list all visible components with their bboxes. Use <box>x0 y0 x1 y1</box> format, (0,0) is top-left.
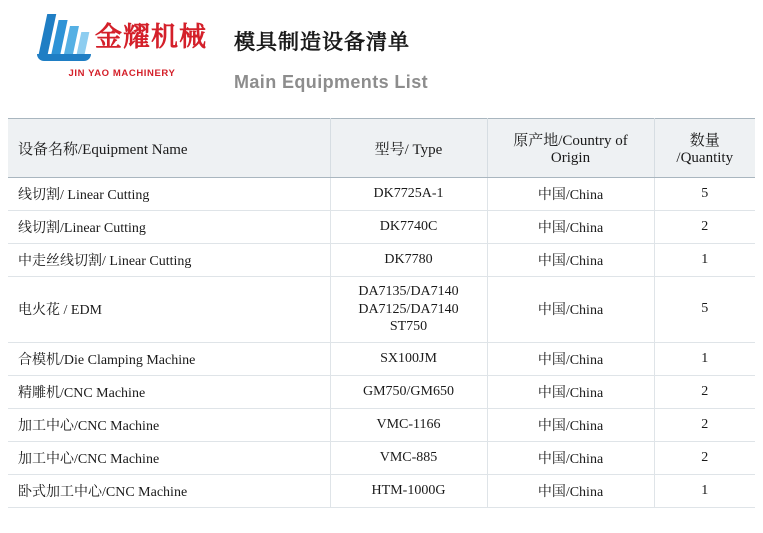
cell-type <box>330 375 487 408</box>
cell-quantity: 2 <box>654 211 755 244</box>
table-row <box>8 244 755 277</box>
type-line: DA7125/DA7140 <box>358 301 459 317</box>
sailboat-icon <box>37 12 91 62</box>
cell-quantity: 2 <box>654 408 755 441</box>
cell-type <box>330 408 487 441</box>
cell-origin: 中国/China <box>487 211 654 244</box>
page-title-english: Main Equipments List <box>234 72 429 92</box>
column-header-type: 型号/ Type <box>330 119 487 178</box>
type-line: VMC-1166 <box>376 416 441 432</box>
cell-type <box>330 178 487 211</box>
cell-origin: 中国/China <box>487 441 654 474</box>
cell-equipment-name: 线切割/Linear Cutting <box>8 211 330 244</box>
table-header-row <box>8 119 755 178</box>
company-logo <box>0 12 230 79</box>
cell-type <box>330 277 487 343</box>
cell-quantity: 1 <box>654 244 755 277</box>
cell-origin: 中国/China <box>487 375 654 408</box>
cell-type <box>330 342 487 375</box>
type-line: SX100JM <box>380 350 437 366</box>
column-header-origin: 原产地/Country of Origin <box>487 119 654 178</box>
cell-quantity: 5 <box>654 178 755 211</box>
type-line: HTM-1000G <box>371 482 446 498</box>
cell-origin: 中国/China <box>487 474 654 507</box>
cell-equipment-name: 电火花 / EDM <box>8 277 330 343</box>
table-row <box>8 408 755 441</box>
type-line: ST750 <box>389 319 428 334</box>
table-row <box>8 375 755 408</box>
type-line: DA7135/DA7140 <box>358 284 459 299</box>
cell-type <box>330 244 487 277</box>
cell-type <box>330 441 487 474</box>
logo-row <box>37 12 207 62</box>
table-row <box>8 342 755 375</box>
cell-quantity: 1 <box>654 474 755 507</box>
equipment-table <box>8 118 755 508</box>
title-block <box>230 12 763 93</box>
cell-origin: 中国/China <box>487 277 654 343</box>
type-line: DK7740C <box>379 219 438 235</box>
table-row <box>8 277 755 343</box>
cell-quantity: 5 <box>654 277 755 343</box>
document-header <box>0 0 763 118</box>
cell-equipment-name: 精雕机/CNC Machine <box>8 375 330 408</box>
table-row <box>8 441 755 474</box>
table-row <box>8 474 755 507</box>
cell-type <box>330 211 487 244</box>
table-header <box>8 119 755 178</box>
cell-quantity: 2 <box>654 441 755 474</box>
type-line: DK7725A-1 <box>373 186 444 202</box>
cell-quantity: 1 <box>654 342 755 375</box>
column-header-quantity: 数量 /Quantity <box>654 119 755 178</box>
cell-origin: 中国/China <box>487 408 654 441</box>
table-row <box>8 178 755 211</box>
cell-quantity: 2 <box>654 375 755 408</box>
type-line: DK7780 <box>384 252 433 268</box>
type-line: VMC-885 <box>379 449 438 465</box>
type-line: GM750/GM650 <box>362 383 454 399</box>
cell-equipment-name: 加工中心/CNC Machine <box>8 408 330 441</box>
cell-equipment-name: 中走丝线切割/ Linear Cutting <box>8 244 330 277</box>
cell-equipment-name: 卧式加工中心/CNC Machine <box>8 474 330 507</box>
column-header-equipment-name: 设备名称/Equipment Name <box>8 119 330 178</box>
table-row <box>8 211 755 244</box>
cell-origin: 中国/China <box>487 178 654 211</box>
logo-english-name: JIN YAO MACHINERY <box>68 68 176 79</box>
table-container <box>0 118 763 508</box>
cell-equipment-name: 合模机/Die Clamping Machine <box>8 342 330 375</box>
cell-type <box>330 474 487 507</box>
cell-origin: 中国/China <box>487 244 654 277</box>
logo-chinese-name: 金耀机械 <box>95 21 207 52</box>
table-body <box>8 178 755 508</box>
cell-equipment-name: 加工中心/CNC Machine <box>8 441 330 474</box>
page-title-chinese: 模具制造设备清单 <box>234 31 410 54</box>
cell-equipment-name: 线切割/ Linear Cutting <box>8 178 330 211</box>
cell-origin: 中国/China <box>487 342 654 375</box>
